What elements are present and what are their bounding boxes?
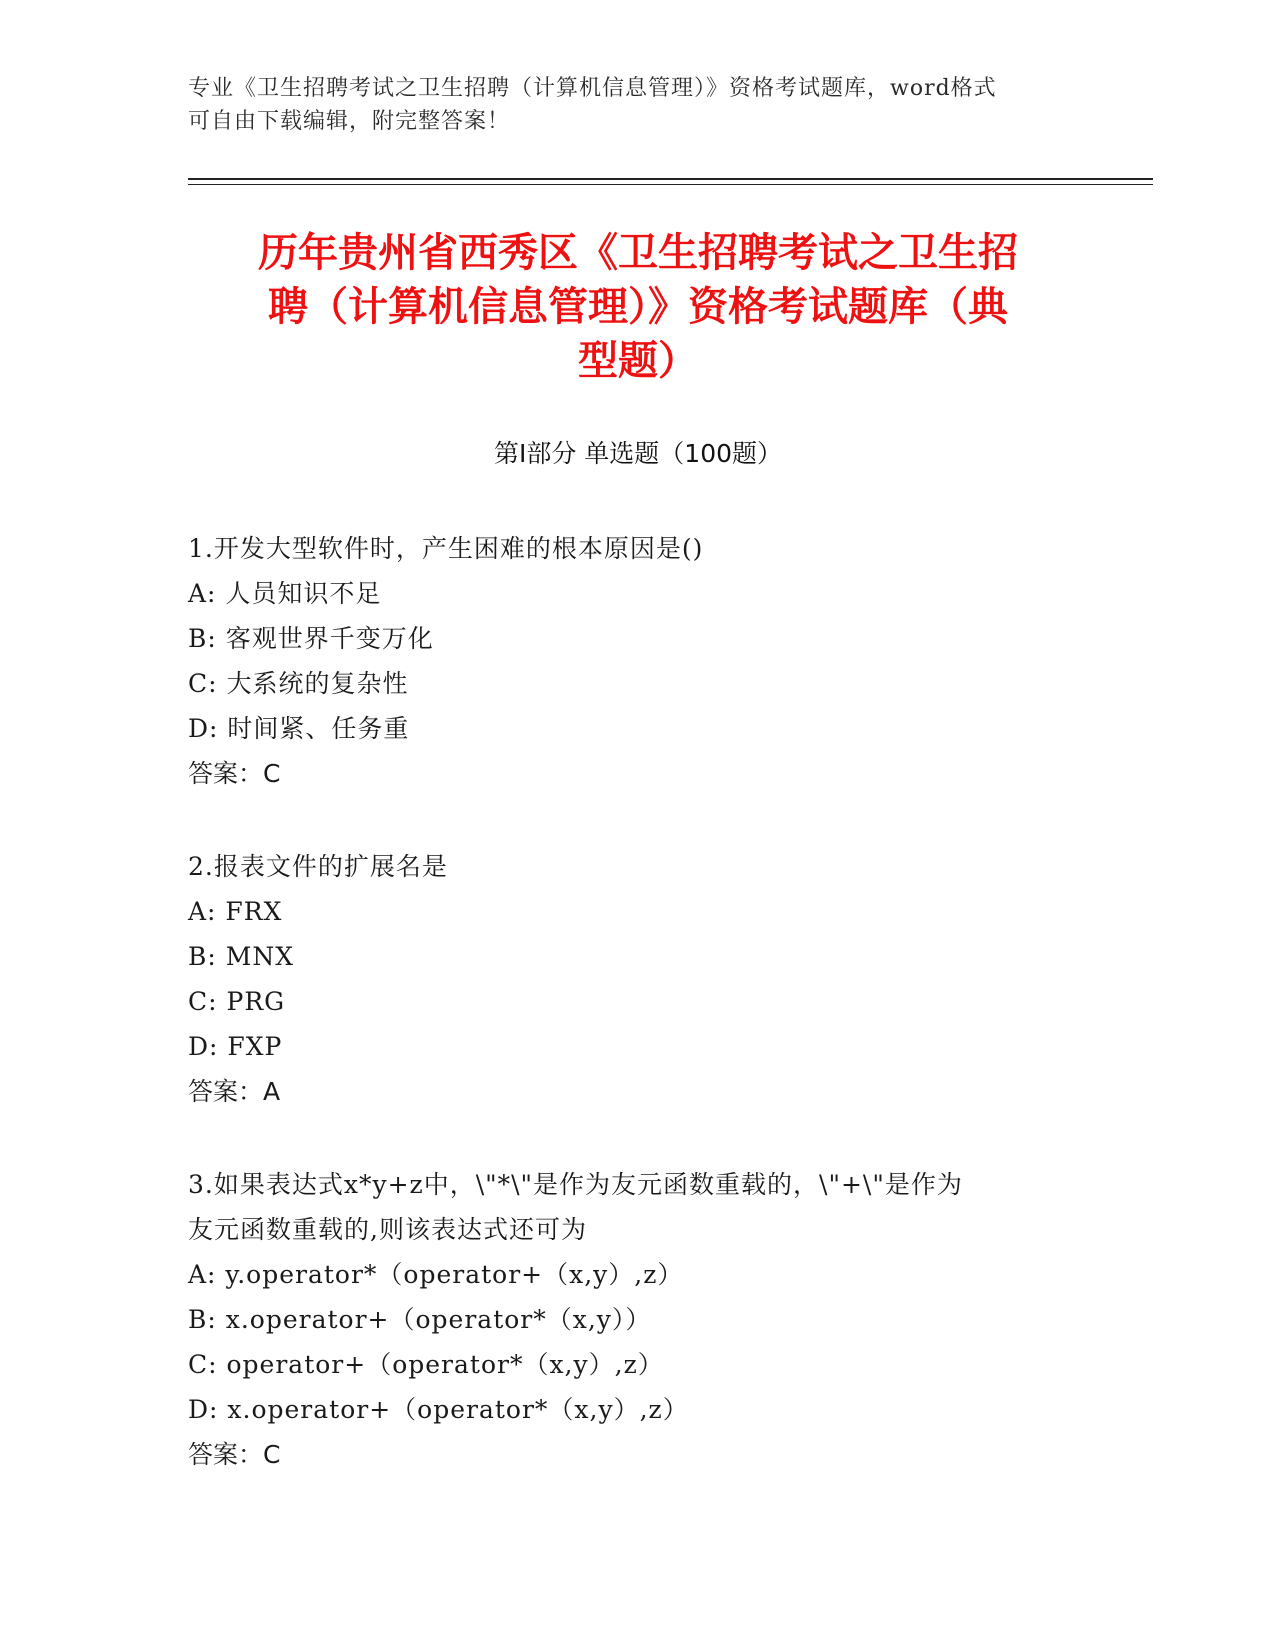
question-stem-line-1: 3.如果表达式x*y+z中，\"*\"是作为友元函数重载的，\"+\"是作为 <box>188 1170 963 1199</box>
header-divider-thick <box>188 178 1153 180</box>
answer: 答案：A <box>188 1077 281 1106</box>
question-2 <box>188 844 1068 1114</box>
option-c: C: operator+（operator*（x,y）,z） <box>188 1350 664 1379</box>
document-title-line-3: 型题） <box>578 338 698 384</box>
option-d: D: FXP <box>188 1032 283 1061</box>
answer: 答案：C <box>188 759 281 788</box>
question-stem-line-2: 友元函数重载的,则该表达式还可为 <box>188 1215 587 1244</box>
option-a: A: 人员知识不足 <box>188 579 382 608</box>
document-title-line-1: 历年贵州省西秀区《卫生招聘考试之卫生招 <box>258 230 1018 276</box>
header-note <box>188 72 1068 138</box>
option-b: B: x.operator+（operator*（x,y）） <box>188 1305 652 1334</box>
option-a: A: y.operator*（operator+（x,y）,z） <box>188 1260 684 1289</box>
header-note-line-2: 可自由下载编辑，附完整答案！ <box>188 109 511 134</box>
option-b: B: 客观世界千变万化 <box>188 624 434 653</box>
header-divider-thin <box>188 184 1153 185</box>
option-c: C: 大系统的复杂性 <box>188 669 409 698</box>
option-d: D: 时间紧、任务重 <box>188 714 410 743</box>
document-title <box>188 226 1088 388</box>
option-d: D: x.operator+（operator*（x,y）,z） <box>188 1395 689 1424</box>
header-note-line-1: 专业《卫生招聘考试之卫生招聘（计算机信息管理）》资格考试题库，word格式 <box>188 76 997 101</box>
option-c: C: PRG <box>188 987 286 1016</box>
question-3 <box>188 1162 1068 1477</box>
option-a: A: FRX <box>188 897 283 926</box>
section-title: 第Ⅰ部分 单选题（100题） <box>493 439 783 468</box>
question-stem: 1.开发大型软件时，产生困难的根本原因是() <box>188 534 704 563</box>
option-b: B: MNX <box>188 942 295 971</box>
answer: 答案：C <box>188 1440 281 1469</box>
question-1 <box>188 526 1068 796</box>
document-title-line-2: 聘（计算机信息管理）》资格考试题库（典 <box>268 284 1008 330</box>
question-stem: 2.报表文件的扩展名是 <box>188 852 448 881</box>
